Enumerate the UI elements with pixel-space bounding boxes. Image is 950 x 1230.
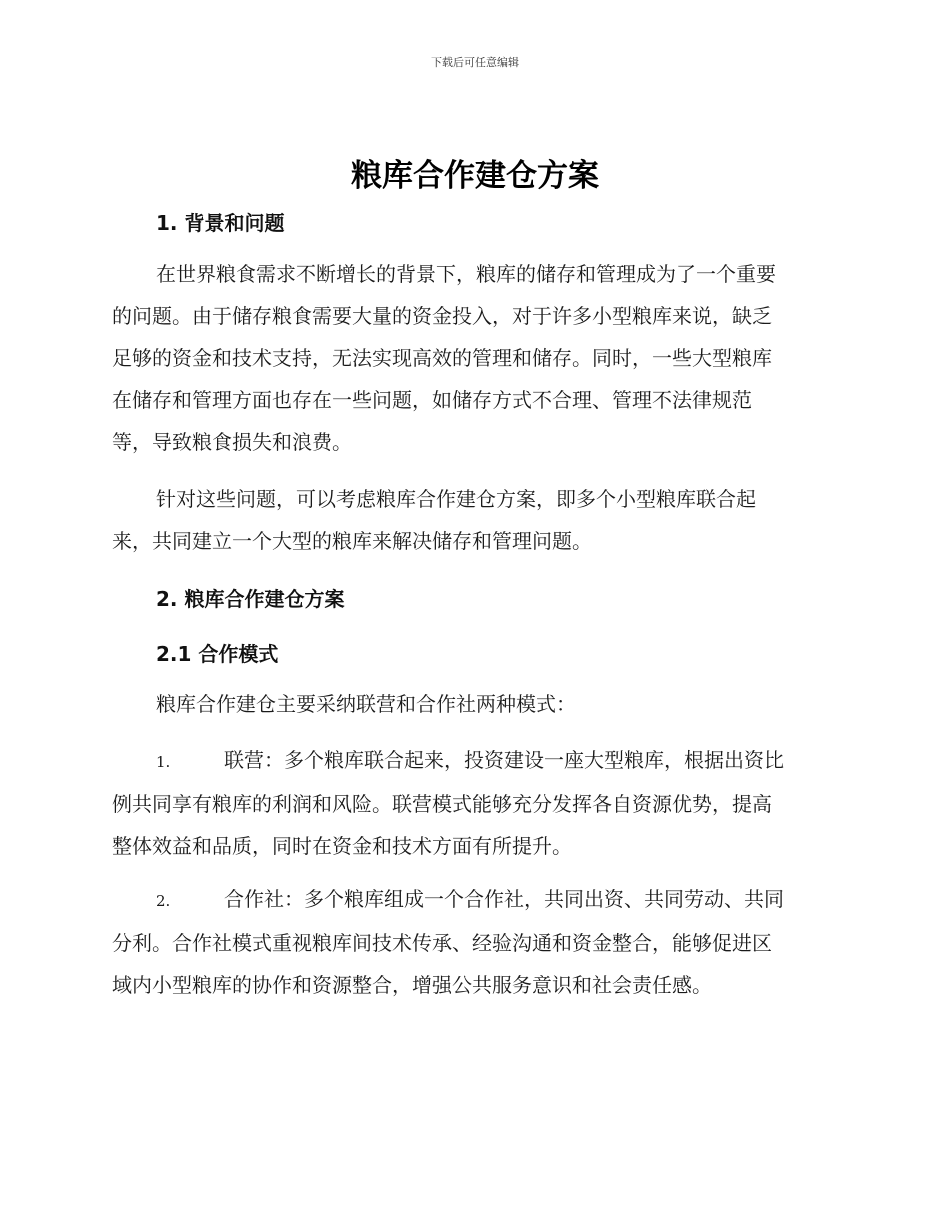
text-line: 的问题。由于储存粮食需要大量的资金投入，对于许多小型粮库来说，缺乏 — [112, 304, 772, 328]
text-line — [112, 739, 838, 783]
section-1-paragraph-2 — [112, 478, 838, 562]
text-line: 足够的资金和技术支持，无法实现高效的管理和储存。同时，一些大型粮库 — [112, 346, 772, 370]
text-line: 来，共同建立一个大型的粮库来解决储存和管理问题。 — [112, 529, 592, 553]
list-item-text: 合作社：多个粮库组成一个合作社，共同出资、共同劳动、共同 — [224, 887, 784, 911]
section-2-heading: 2. 粮库合作建仓方案 — [156, 587, 345, 611]
section-1-paragraph-1 — [112, 253, 838, 463]
text-line: 整体效益和品质，同时在资金和技术方面有所提升。 — [112, 834, 572, 858]
text-line: 粮库合作建仓主要采纳联营和合作社两种模式： — [156, 692, 576, 716]
subsection-2-1-intro — [112, 683, 838, 725]
text-line: 例共同享有粮库的利润和风险。联营模式能够充分发挥各自资源优势，提高 — [112, 792, 772, 816]
list-number: 1. — [156, 753, 171, 771]
text-line: 在储存和管理方面也存在一些问题，如储存方式不合理、管理不法律规范 — [112, 388, 752, 412]
text-line — [112, 878, 838, 922]
text-line: 分利。合作社模式重视粮库间技术传承、经验沟通和资金整合，能够促进区 — [112, 931, 772, 955]
text-line: 域内小型粮库的协作和资源整合，增强公共服务意识和社会责任感。 — [112, 973, 712, 997]
text-line: 针对这些问题，可以考虑粮库合作建仓方案，即多个小型粮库联合起 — [156, 487, 756, 511]
subsection-2-1-heading: 2.1 合作模式 — [156, 642, 279, 666]
list-item-text: 联营：多个粮库联合起来，投资建设一座大型粮库，根据出资比 — [224, 748, 784, 772]
document-title: 粮库合作建仓方案 — [351, 158, 599, 194]
list-item-2 — [112, 878, 838, 1006]
text-line: 在世界粮食需求不断增长的背景下，粮库的储存和管理成为了一个重要 — [156, 262, 776, 286]
list-item-1 — [112, 739, 838, 867]
page-header-note: 下载后可任意编辑 — [431, 56, 519, 69]
text-line: 等，导致粮食损失和浪费。 — [112, 430, 352, 454]
list-number: 2. — [156, 892, 171, 910]
section-1-heading: 1. 背景和问题 — [156, 211, 285, 235]
